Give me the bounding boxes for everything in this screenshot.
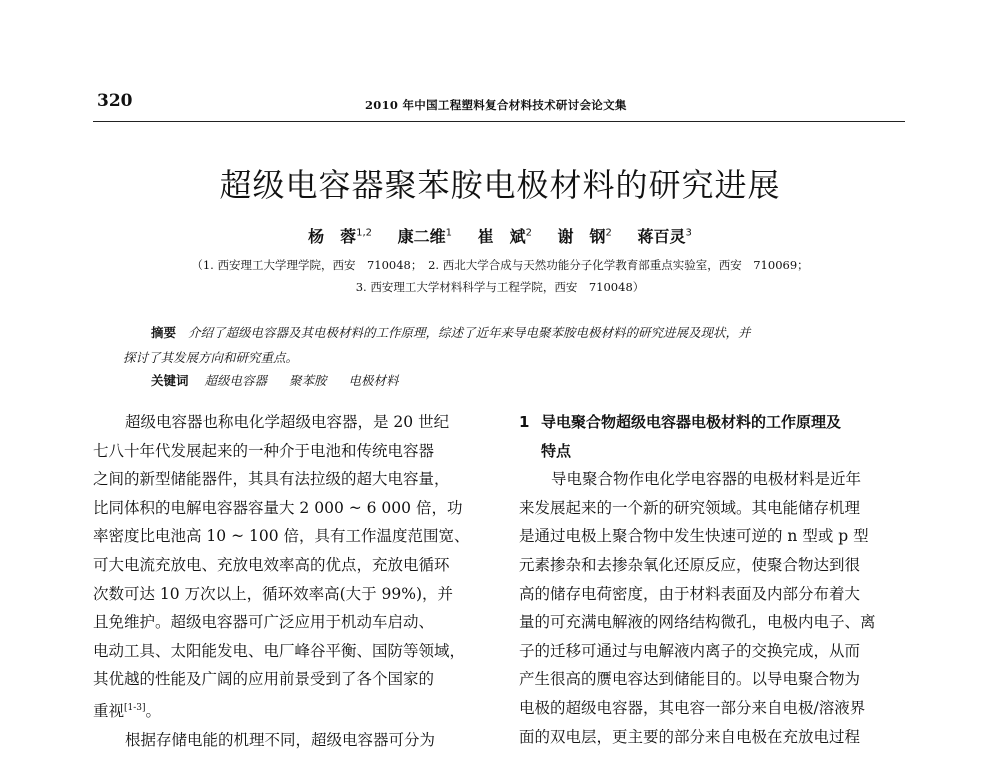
body-line: 导电聚合物作电化学电容器的电极材料是近年: [551, 470, 862, 489]
body-line: 比同体积的电解电容器容量大 2 000 ~ 6 000 倍，功: [93, 498, 463, 517]
abstract-line: 摘要 介绍了超级电容器及其电极材料的工作原理，综述了近年来导电聚苯胺电极材料的研究进展及现状，并: [151, 325, 751, 340]
body-line: 量的可充满电解液的网络结构微孔，电极内电子、离: [519, 613, 876, 632]
citation: [1-3]: [124, 702, 146, 713]
body-line: 电动工具、太阳能发电、电厂峰谷平衡、国防等领域，: [93, 641, 466, 660]
keyword: 聚苯胺: [289, 373, 327, 388]
abstract-line: 探讨了其发展方向和研究重点。: [123, 350, 299, 365]
author: 崔 斌$^2$: [477, 227, 532, 246]
body-line: 根据存储电能的机理不同，超级电容器可分为: [125, 730, 436, 749]
keyword: 超级电容器: [204, 373, 268, 388]
right-column: [519, 408, 904, 751]
author: 康二维$^1$: [397, 227, 452, 246]
paper-title: 超级电容器聚苯胺电极材料的研究进展: [219, 166, 781, 204]
author: 杨 蓉$^{1,2}$: [308, 227, 373, 246]
section-heading-cont: 特点: [541, 441, 572, 460]
body-line: 重视[1-3]。: [93, 702, 162, 721]
section-heading: 1 导电聚合物超级电容器电极材料的工作原理及: [519, 408, 904, 437]
page-number: 320: [97, 91, 133, 111]
body-line: 元素掺杂和去掺杂氧化还原反应，使聚合物达到很: [519, 555, 861, 574]
body-line: 是通过电极上聚合物中发生快速可逆的 n 型或 p 型: [519, 527, 869, 546]
body-line: 之间的新型储能器件，其具有法拉级的超大电容量，: [93, 470, 450, 489]
body-line: 且免维护。超级电容器可广泛应用于机动车启动、: [93, 613, 435, 632]
page-header: [93, 85, 905, 122]
body-line: 次数可达 10 万次以上，循环效率高(大于 99%)，并: [93, 584, 454, 603]
body-line: 子的迁移可通过与电解液内离子的交换完成，从而: [519, 641, 861, 660]
author-list: [0, 224, 1000, 247]
abstract: [123, 320, 883, 370]
keywords: [151, 371, 417, 389]
keyword: 电极材料: [348, 373, 399, 388]
left-column: [93, 408, 478, 754]
body-line: 七八十年代发展起来的一种介于电池和传统电容器: [93, 441, 435, 460]
section-number: 1: [519, 413, 530, 431]
running-title: 2010 年中国工程塑料复合材料技术研讨会论文集: [365, 98, 627, 112]
body-line: 超级电容器也称电化学超级电容器，是 20 世纪: [125, 413, 450, 431]
body-line: 高的储存电荷密度，由于材料表面及内部分布着大: [519, 584, 861, 603]
affiliation-line-1: （1. 西安理工大学理学院，西安 710048； 2. 西北大学合成与天然功能分子化学教育部重点实验室，西安 710069；: [191, 258, 809, 272]
body-line: 电极的超级电容器，其电容一部分来自电极/溶液界: [519, 698, 866, 717]
body-line: 产生很高的赝电容达到储能目的。以导电聚合物为: [519, 670, 861, 689]
affiliation-line-2: 3. 西安理工大学材料科学与工程学院，西安 710048）: [355, 280, 645, 294]
body-line: 率密度比电池高 10 ~ 100 倍，具有工作温度范围宽、: [93, 527, 470, 546]
body-line: 其优越的性能及广阔的应用前景受到了各个国家的: [93, 670, 435, 689]
keywords-label: 关键词: [151, 373, 189, 388]
body-line: 可大电流充放电、充放电效率高的优点，充放电循环: [93, 555, 450, 574]
body-line: 面的双电层，更主要的部分来自电极在充放电过程: [519, 727, 861, 746]
abstract-label: 摘要: [151, 325, 177, 340]
author: 蒋百灵$^3$: [637, 227, 692, 246]
author: 谢 钢$^2$: [557, 227, 612, 246]
body-line: 来发展起来的一个新的研究领域。其电能储存机理: [519, 498, 861, 517]
